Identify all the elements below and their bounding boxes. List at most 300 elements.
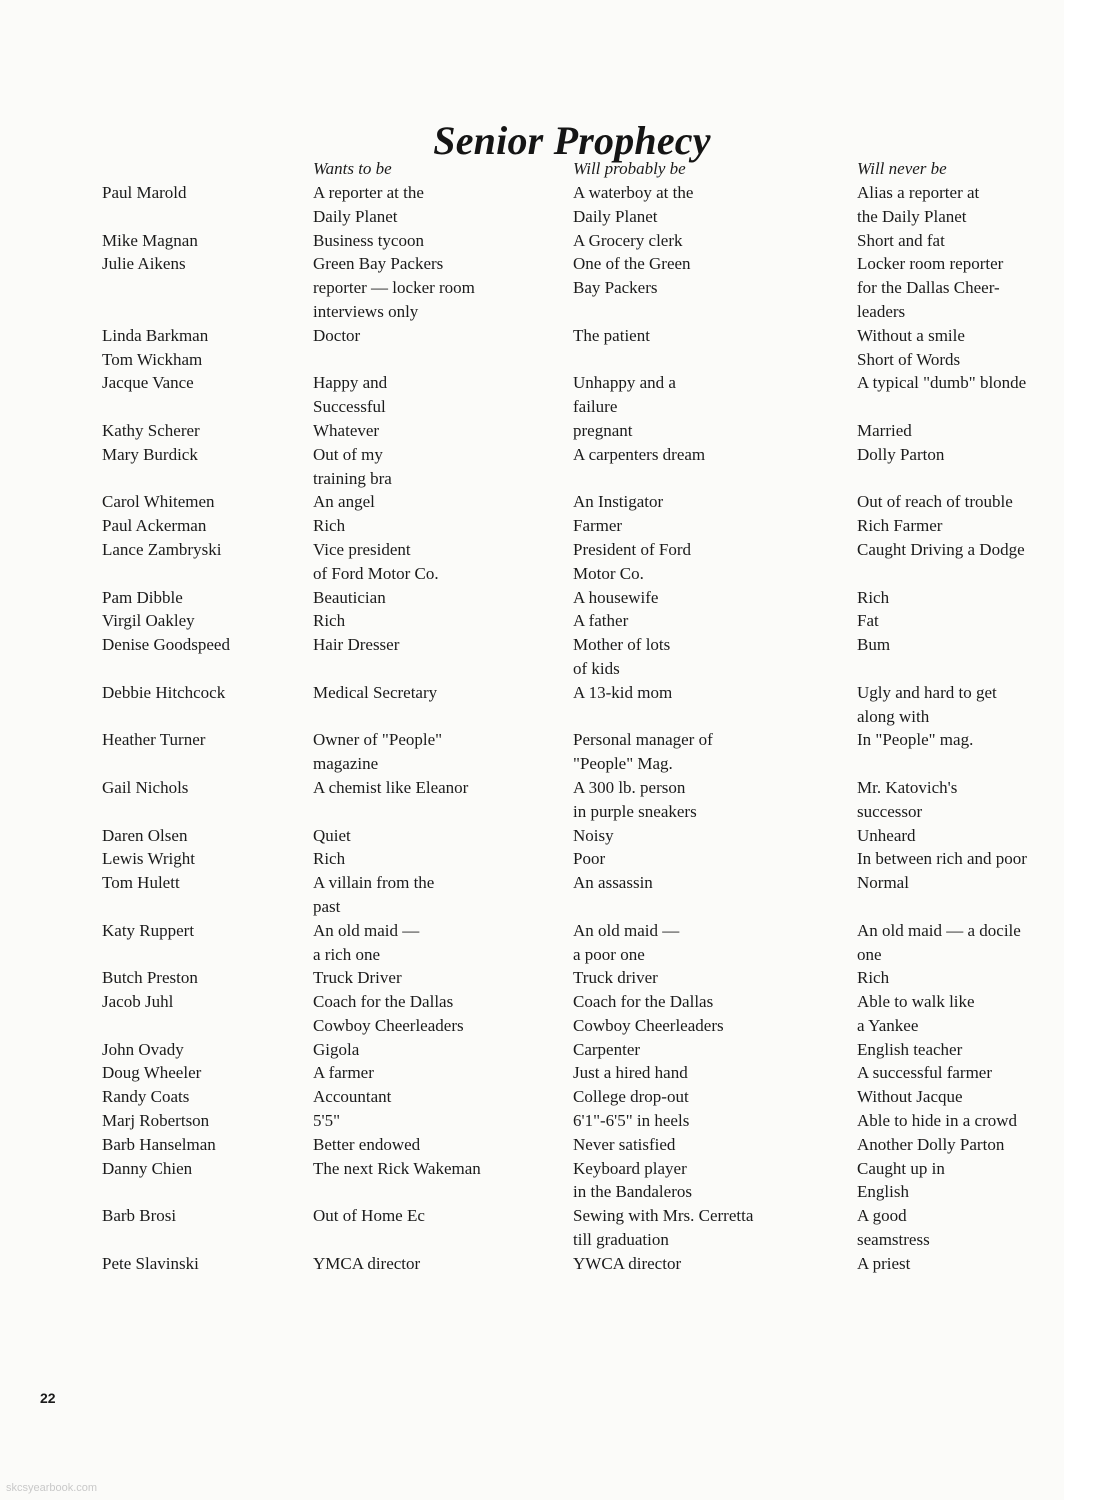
student-name-text: [102, 657, 302, 681]
prophecy-never: [857, 966, 1057, 990]
student-name-text: Barb Hanselman: [102, 1134, 216, 1154]
prophecy-line: [313, 800, 563, 824]
prophecy-line: Business tycoon: [313, 230, 424, 250]
student-name: [102, 1204, 302, 1252]
student-name: [102, 324, 302, 348]
prophecy-probably: [573, 1109, 843, 1133]
student-name: [102, 847, 302, 871]
prophecy-line: A housewife: [573, 587, 659, 607]
prophecy-line: Rich: [857, 587, 890, 607]
prophecy-line: Noisy: [573, 825, 614, 845]
prophecy-never: [857, 1109, 1057, 1133]
student-name-text: [102, 943, 302, 967]
prophecy-line: An assassin: [573, 873, 653, 893]
prophecy-wants: [313, 1157, 563, 1205]
student-name: [102, 1038, 302, 1062]
prophecy-line: [857, 395, 1057, 419]
prophecy-probably: [573, 633, 843, 681]
prophecy-line: Coach for the Dallas: [573, 992, 714, 1012]
prophecy-line: Coach for the Dallas: [313, 992, 454, 1012]
prophecy-wants: [313, 728, 563, 776]
prophecy-line: YMCA director: [313, 1253, 421, 1273]
prophecy-line: A Grocery clerk: [573, 230, 683, 250]
student-name-text: Tom Wickham: [102, 349, 203, 369]
prophecy-never: [857, 371, 1057, 419]
prophecy-line: A reporter at the: [313, 183, 424, 202]
prophecy-line: past: [313, 896, 341, 916]
prophecy-never: [857, 252, 1057, 323]
prophecy-probably: [573, 371, 843, 419]
prophecy-never: [857, 229, 1057, 253]
student-name: [102, 229, 302, 253]
header-will-probably-be: Will probably be: [573, 159, 686, 178]
prophecy-line: Daily Planet: [573, 206, 658, 226]
prophecy-line: Mother of lots: [573, 635, 671, 655]
prophecy-never: [857, 633, 1057, 681]
prophecy-line: Successful: [313, 397, 386, 417]
prophecy-line: Hair Dresser: [313, 635, 400, 655]
student-name-text: Heather Turner: [102, 730, 206, 750]
student-name: [102, 348, 302, 372]
student-name: [102, 514, 302, 538]
prophecy-line: Bay Packers: [573, 278, 658, 298]
prophecy-line: Out of reach of trouble: [857, 492, 1013, 512]
prophecy-line: Short of Words: [857, 349, 961, 369]
prophecy-never: [857, 443, 1057, 491]
prophecy-never: [857, 824, 1057, 848]
prophecy-probably: [573, 538, 843, 586]
prophecy-probably: [573, 514, 843, 538]
student-name-text: Gail Nichols: [102, 777, 189, 797]
student-name-text: John Ovady: [102, 1039, 184, 1059]
prophecy-line: pregnant: [573, 420, 633, 440]
prophecy-line: Green Bay Packers: [313, 254, 444, 274]
prophecy-wants: [313, 681, 563, 729]
prophecy-wants: [313, 514, 563, 538]
student-name: [102, 1109, 302, 1133]
prophecy-probably: [573, 1157, 843, 1205]
prophecy-wants: [313, 1085, 563, 1109]
student-name-text: Linda Barkman: [102, 325, 209, 345]
prophecy-line: magazine: [313, 754, 379, 774]
prophecy-probably: [573, 443, 843, 491]
prophecy-line: training bra: [313, 468, 392, 488]
prophecy-never: [857, 847, 1057, 871]
prophecy-never: [857, 609, 1057, 633]
prophecy-line: failure: [573, 397, 618, 417]
prophecy-line: Unhappy and a: [573, 373, 676, 393]
prophecy-line: Rich: [857, 968, 890, 988]
header-will-never-be: Will never be: [857, 159, 947, 178]
prophecy-line: till graduation: [573, 1230, 669, 1250]
prophecy-line: Truck Driver: [313, 968, 402, 988]
prophecy-line: Happy and: [313, 373, 388, 393]
prophecy-line: along with: [857, 706, 930, 726]
prophecy-line: Out of my: [313, 444, 383, 464]
prophecy-line: of Ford Motor Co.: [313, 563, 439, 583]
student-name: [102, 443, 302, 491]
prophecy-line: "People" Mag.: [573, 754, 673, 774]
page-title: Senior Prophecy: [433, 117, 711, 163]
prophecy-probably: [573, 847, 843, 871]
prophecy-line: The next Rick Wakeman: [313, 1158, 481, 1178]
prophecy-never: [857, 586, 1057, 610]
prophecy-line: [857, 895, 1057, 919]
prophecy-line: A carpenters dream: [573, 444, 706, 464]
prophecy-line: Dolly Parton: [857, 444, 945, 464]
prophecy-never: [857, 1204, 1057, 1252]
student-name-text: [102, 562, 302, 586]
prophecy-probably: [573, 681, 843, 729]
prophecy-wants: [313, 1252, 563, 1276]
prophecy-wants: [313, 966, 563, 990]
student-name-text: [102, 276, 302, 300]
prophecy-line: Locker room reporter: [857, 254, 1004, 274]
prophecy-line: Out of Home Ec: [313, 1206, 425, 1226]
prophecy-line: Farmer: [573, 516, 623, 536]
prophecy-probably: [573, 252, 843, 323]
prophecy-never: [857, 419, 1057, 443]
student-name-text: Lewis Wright: [102, 849, 195, 869]
prophecy-line: A farmer: [313, 1063, 374, 1083]
student-name-text: Danny Chien: [102, 1158, 193, 1178]
prophecy-line: Accountant: [313, 1087, 392, 1107]
prophecy-wants: [313, 847, 563, 871]
prophecy-line: [573, 467, 843, 491]
prophecy-line: interviews only: [313, 301, 419, 321]
prophecy-line: [857, 752, 1057, 776]
site-watermark: skcsyearbook.com: [6, 1482, 98, 1494]
prophecy-line: [573, 300, 843, 324]
prophecy-line: Whatever: [313, 420, 380, 440]
wants-to-be-column: [313, 181, 563, 1276]
prophecy-line: Gigola: [313, 1039, 360, 1059]
prophecy-line: seamstress: [857, 1230, 930, 1250]
student-name-text: Lance Zambryski: [102, 539, 222, 559]
prophecy-line: A good: [857, 1206, 907, 1226]
prophecy-line: Mr. Katovich's: [857, 777, 958, 797]
prophecy-line: Rich: [313, 849, 346, 869]
prophecy-probably: [573, 1204, 843, 1252]
student-name: [102, 1157, 302, 1205]
prophecy-line: Never satisfied: [573, 1134, 676, 1154]
will-probably-be-column: [573, 181, 843, 1276]
prophecy-line: Short and fat: [857, 230, 945, 250]
student-name: [102, 252, 302, 323]
student-name-text: [102, 1228, 302, 1252]
student-name: [102, 1252, 302, 1276]
prophecy-never: [857, 1038, 1057, 1062]
prophecy-line: a rich one: [313, 944, 381, 964]
student-name-text: Marj Robertson: [102, 1111, 210, 1131]
student-name: [102, 490, 302, 514]
prophecy-line: [313, 657, 563, 681]
prophecy-line: President of Ford: [573, 539, 692, 559]
student-name-text: Debbie Hitchcock: [102, 682, 226, 702]
student-name: [102, 1133, 302, 1157]
student-name-text: Julie Aikens: [102, 254, 186, 274]
prophecy-line: Normal: [857, 873, 909, 893]
prophecy-never: [857, 681, 1057, 729]
prophecy-line: Cowboy Cheerleaders: [573, 1015, 724, 1035]
prophecy-line: 5'5": [313, 1111, 341, 1131]
prophecy-line: [313, 1180, 563, 1204]
header-wants-to-be: Wants to be: [313, 159, 392, 178]
prophecy-line: A 300 lb. person: [573, 777, 686, 797]
prophecy-probably: [573, 728, 843, 776]
prophecy-wants: [313, 1109, 563, 1133]
prophecy-line: Able to walk like: [857, 992, 975, 1012]
prophecy-probably: [573, 348, 843, 372]
page-number: 22: [40, 1390, 56, 1406]
prophecy-line: A priest: [857, 1253, 911, 1273]
prophecy-line: A chemist like Eleanor: [313, 777, 469, 797]
student-name-text: Paul Marold: [102, 183, 187, 202]
prophecy-line: [857, 562, 1057, 586]
prophecy-line: Married: [857, 420, 912, 440]
prophecy-probably: [573, 919, 843, 967]
prophecy-never: [857, 348, 1057, 372]
student-name-text: [102, 1180, 302, 1204]
student-name: [102, 871, 302, 919]
student-name-text: Paul Ackerman: [102, 516, 207, 536]
prophecy-line: Fat: [857, 611, 879, 631]
student-name: [102, 1085, 302, 1109]
prophecy-probably: [573, 181, 843, 229]
prophecy-line: A father: [573, 611, 629, 631]
prophecy-line: A villain from the: [313, 873, 435, 893]
prophecy-line: A successful farmer: [857, 1063, 993, 1083]
student-name-text: Denise Goodspeed: [102, 635, 230, 655]
prophecy-line: a poor one: [573, 944, 645, 964]
student-name-text: [102, 895, 302, 919]
prophecy-never: [857, 1252, 1057, 1276]
prophecy-probably: [573, 824, 843, 848]
prophecy-never: [857, 181, 1057, 229]
prophecy-line: leaders: [857, 301, 906, 321]
prophecy-line: Without a smile: [857, 325, 965, 345]
prophecy-wants: [313, 919, 563, 967]
prophecy-line: Motor Co.: [573, 563, 644, 583]
prophecy-wants: [313, 371, 563, 419]
prophecy-line: Caught Driving a Dodge: [857, 539, 1025, 559]
prophecy-line: [313, 1228, 563, 1252]
student-name: [102, 776, 302, 824]
prophecy-wants: [313, 324, 563, 348]
prophecy-line: One of the Green: [573, 254, 691, 274]
prophecy-probably: [573, 586, 843, 610]
student-name: [102, 586, 302, 610]
prophecy-probably: [573, 776, 843, 824]
student-name-text: [102, 300, 302, 324]
prophecy-line: Just a hired hand: [573, 1063, 688, 1083]
prophecy-probably: [573, 229, 843, 253]
prophecy-never: [857, 728, 1057, 776]
prophecy-probably: [573, 1085, 843, 1109]
student-name: [102, 966, 302, 990]
prophecy-line: [573, 895, 843, 919]
prophecy-line: Medical Secretary: [313, 682, 438, 702]
student-name: [102, 990, 302, 1038]
prophecy-line: Ugly and hard to get: [857, 682, 997, 702]
student-name-text: Mary Burdick: [102, 444, 198, 464]
prophecy-never: [857, 776, 1057, 824]
student-name-text: Randy Coats: [102, 1087, 190, 1107]
prophecy-line: [857, 467, 1057, 491]
prophecy-wants: [313, 181, 563, 229]
prophecy-line: Truck driver: [573, 968, 658, 988]
will-never-be-column: [857, 181, 1057, 1276]
student-name-text: [102, 1014, 302, 1038]
prophecy-wants: [313, 633, 563, 681]
prophecy-never: [857, 490, 1057, 514]
prophecy-line: [573, 348, 843, 372]
prophecy-line: English teacher: [857, 1039, 963, 1059]
prophecy-wants: [313, 348, 563, 372]
prophecy-line: [313, 705, 563, 729]
student-name: [102, 609, 302, 633]
prophecy-wants: [313, 443, 563, 491]
prophecy-never: [857, 919, 1057, 967]
prophecy-never: [857, 1157, 1057, 1205]
prophecy-wants: [313, 419, 563, 443]
prophecy-line: In "People" mag.: [857, 730, 974, 750]
prophecy-probably: [573, 871, 843, 919]
prophecy-line: Carpenter: [573, 1039, 641, 1059]
prophecy-line: Personal manager of: [573, 730, 713, 750]
prophecy-line: Alias a reporter at: [857, 183, 980, 202]
prophecy-line: in purple sneakers: [573, 801, 697, 821]
student-name-text: Carol Whitemen: [102, 492, 215, 512]
prophecy-never: [857, 1133, 1057, 1157]
prophecy-line: successor: [857, 801, 923, 821]
prophecy-line: A 13-kid mom: [573, 682, 673, 702]
prophecy-line: An old maid —: [313, 920, 420, 940]
prophecy-line: Caught up in: [857, 1158, 945, 1178]
prophecy-wants: [313, 490, 563, 514]
names-column: [102, 181, 302, 1276]
prophecy-wants: [313, 871, 563, 919]
prophecy-line: Bum: [857, 635, 891, 655]
prophecy-probably: [573, 1038, 843, 1062]
prophecy-line: The patient: [573, 325, 650, 345]
student-name: [102, 1061, 302, 1085]
student-name: [102, 919, 302, 967]
student-name: [102, 181, 302, 229]
prophecy-wants: [313, 776, 563, 824]
prophecy-wants: [313, 1204, 563, 1252]
prophecy-wants: [313, 1038, 563, 1062]
prophecy-probably: [573, 324, 843, 348]
prophecy-probably: [573, 609, 843, 633]
prophecy-never: [857, 1061, 1057, 1085]
prophecy-line: Keyboard player: [573, 1158, 687, 1178]
prophecy-probably: [573, 490, 843, 514]
prophecy-line: A waterboy at the: [573, 183, 694, 202]
student-name-text: Mike Magnan: [102, 230, 198, 250]
student-name-text: Katy Ruppert: [102, 920, 195, 940]
prophecy-wants: [313, 252, 563, 323]
prophecy-wants: [313, 824, 563, 848]
prophecy-line: Better endowed: [313, 1134, 421, 1154]
prophecy-line: Rich: [313, 516, 346, 536]
prophecy-line: reporter — locker room: [313, 278, 475, 298]
prophecy-wants: [313, 1133, 563, 1157]
prophecy-line: In between rich and poor: [857, 849, 1027, 869]
prophecy-never: [857, 1085, 1057, 1109]
prophecy-line: A typical "dumb" blonde: [857, 373, 1027, 393]
prophecy-line: a Yankee: [857, 1015, 919, 1035]
student-name-text: Jacob Juhl: [102, 992, 174, 1012]
prophecy-line: Cowboy Cheerleaders: [313, 1015, 464, 1035]
prophecy-line: 6'1"-6'5" in heels: [573, 1111, 690, 1131]
prophecy-line: [857, 657, 1057, 681]
prophecy-line: Doctor: [313, 325, 361, 345]
prophecy-line: Owner of "People": [313, 730, 443, 750]
prophecy-line: Without Jacque: [857, 1087, 963, 1107]
student-name: [102, 633, 302, 681]
student-name: [102, 824, 302, 848]
student-name-text: [102, 752, 302, 776]
student-name-text: [102, 467, 302, 491]
student-name-text: [102, 705, 302, 729]
prophecy-never: [857, 871, 1057, 919]
prophecy-line: Rich Farmer: [857, 516, 943, 536]
student-name-text: Pam Dibble: [102, 587, 183, 607]
student-name-text: Pete Slavinski: [102, 1253, 199, 1273]
student-name: [102, 371, 302, 419]
prophecy-line: Beautician: [313, 587, 386, 607]
student-name-text: Tom Hulett: [102, 873, 180, 893]
prophecy-line: Rich: [313, 611, 346, 631]
prophecy-line: of kids: [573, 658, 620, 678]
prophecy-line: College drop-out: [573, 1087, 689, 1107]
prophecy-probably: [573, 966, 843, 990]
prophecy-line: one: [857, 944, 882, 964]
student-name-text: Virgil Oakley: [102, 611, 195, 631]
student-name: [102, 538, 302, 586]
prophecy-line: An angel: [313, 492, 375, 512]
prophecy-probably: [573, 1061, 843, 1085]
prophecy-wants: [313, 586, 563, 610]
student-name-text: Kathy Scherer: [102, 420, 200, 440]
student-name-text: Barb Brosi: [102, 1206, 177, 1226]
student-name-text: Doug Wheeler: [102, 1063, 202, 1083]
prophecy-never: [857, 538, 1057, 586]
prophecy-line: Unheard: [857, 825, 916, 845]
prophecy-wants: [313, 990, 563, 1038]
page-gutter: [1064, 72, 1100, 1424]
student-name-text: [102, 800, 302, 824]
prophecy-line: in the Bandaleros: [573, 1182, 692, 1202]
student-name-text: [102, 395, 302, 419]
prophecy-line: the Daily Planet: [857, 206, 967, 226]
student-name-text: [102, 205, 302, 229]
prophecy-line: [313, 348, 563, 372]
prophecy-line: An old maid — a docile: [857, 920, 1021, 940]
prophecy-line: An Instigator: [573, 492, 664, 512]
prophecy-line: for the Dallas Cheer-: [857, 278, 1000, 298]
prophecy-line: Quiet: [313, 825, 351, 845]
student-name-text: Daren Olsen: [102, 825, 188, 845]
prophecy-probably: [573, 1252, 843, 1276]
prophecy-wants: [313, 538, 563, 586]
student-name-text: Jacque Vance: [102, 373, 194, 393]
prophecy-probably: [573, 990, 843, 1038]
prophecy-never: [857, 514, 1057, 538]
prophecy-never: [857, 324, 1057, 348]
student-name: [102, 728, 302, 776]
